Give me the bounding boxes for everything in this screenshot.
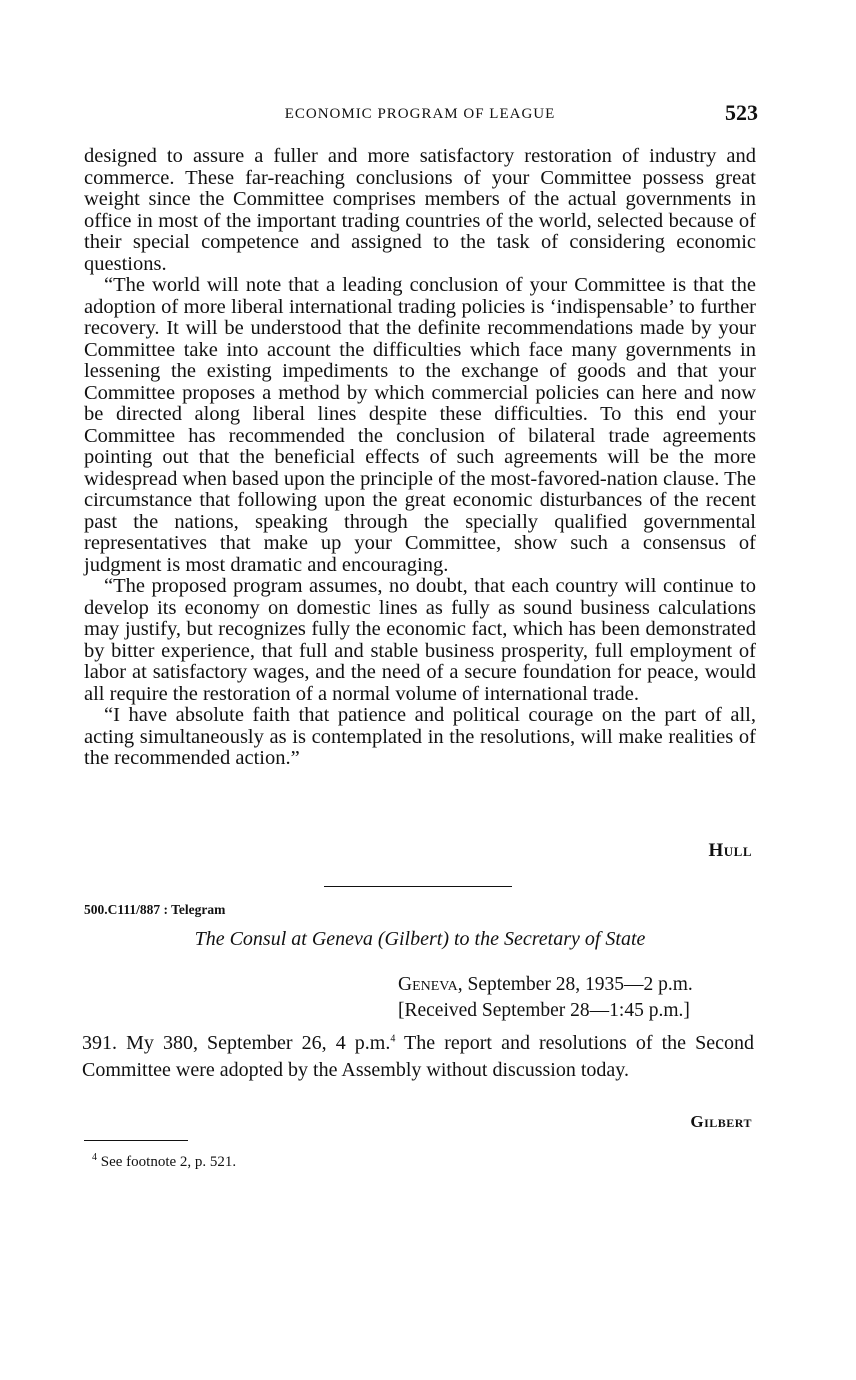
footnote-marker: 4 bbox=[92, 1152, 97, 1163]
running-head bbox=[82, 100, 758, 130]
running-title: ECONOMIC PROGRAM OF LEAGUE bbox=[284, 106, 556, 122]
telegram-text-rest: The report and resolutions of the Second Committee were adopted by the Assembly without discussion today. bbox=[82, 1032, 754, 1081]
footnote-reference: 4 bbox=[390, 1033, 396, 1045]
dateline bbox=[398, 972, 693, 1024]
body-paragraph: “The world will note that a leading conclusion of your Committee is that the adoption of more liberal international trading policies is ‘indispensable’ to further recovery. It will be understood that the definite recommendations made by your Committee take into account the difficulties which face many governments in lessening the existing impediments to the exchange of goods and that your Committee proposes a method by which commercial policies can here and now be directed along liberal lines despite these difficulties. To this end your Committee has recommended the conclusion of bilateral trade agreements pointing out that the beneficial effects of such agreements will be the more widespread when based upon the principle of the most-favored-nation clause. The circumstance that following upon the great economic disturbances of the recent past the nations, speaking through the specially qualified governmental representatives that make up your Committee, show such a consensus of judgment is most dramatic and encouraging. bbox=[84, 274, 756, 576]
page-number: 523 bbox=[725, 100, 758, 125]
dateline-received: [Received September 28—1:45 p.m.] bbox=[398, 1000, 690, 1021]
body-paragraph: “The proposed program assumes, no doubt, that each country will continue to develop its economy on domestic lines as fully as sound business calculations may justify, but recognizes fully the economic fact, which has been demonstrated by bitter experience, that full and stable business prosperity, full employment of labor at satisfactory wages, and the need of a secure foundation for peace, would all require the restoration of a normal volume of international trade. bbox=[84, 575, 756, 705]
letter-body bbox=[84, 146, 756, 770]
document-title: The Consul at Geneva (Gilbert) to the Secretary of State bbox=[194, 928, 646, 950]
file-reference: 500.C111/887 : Telegram bbox=[84, 902, 226, 917]
signature-hull: Hull bbox=[708, 840, 752, 861]
dateline-date: , September 28, 1935—2 p.m. bbox=[457, 974, 693, 995]
footnote-divider bbox=[84, 1140, 188, 1141]
dateline-sent bbox=[398, 972, 693, 998]
body-paragraph: designed to assure a fuller and more satisfactory restoration of industry and commerce. These far-reaching conclusions of your Committee possess great weight since the Committee comprises members of the actual governments in office in most of the important trading countries of the world, selected because of their special competence and assigned to the task of considering economic questions. bbox=[84, 145, 756, 275]
footnote-text: See footnote 2, p. 521. bbox=[97, 1154, 237, 1170]
telegram-body bbox=[82, 1030, 754, 1084]
telegram-paragraph bbox=[82, 1030, 754, 1084]
body-paragraph: “I have absolute faith that patience and political courage on the part of all, acting simultaneously as is contemplated in the resolutions, will make realities of the recommended action.” bbox=[84, 704, 756, 769]
footnote bbox=[92, 1154, 236, 1171]
signature-gilbert: Gilbert bbox=[690, 1112, 752, 1131]
dateline-place: Geneva bbox=[398, 974, 458, 995]
telegram-text-start: 391. My 380, September 26, 4 p.m. bbox=[82, 1032, 391, 1054]
section-divider bbox=[324, 886, 512, 887]
